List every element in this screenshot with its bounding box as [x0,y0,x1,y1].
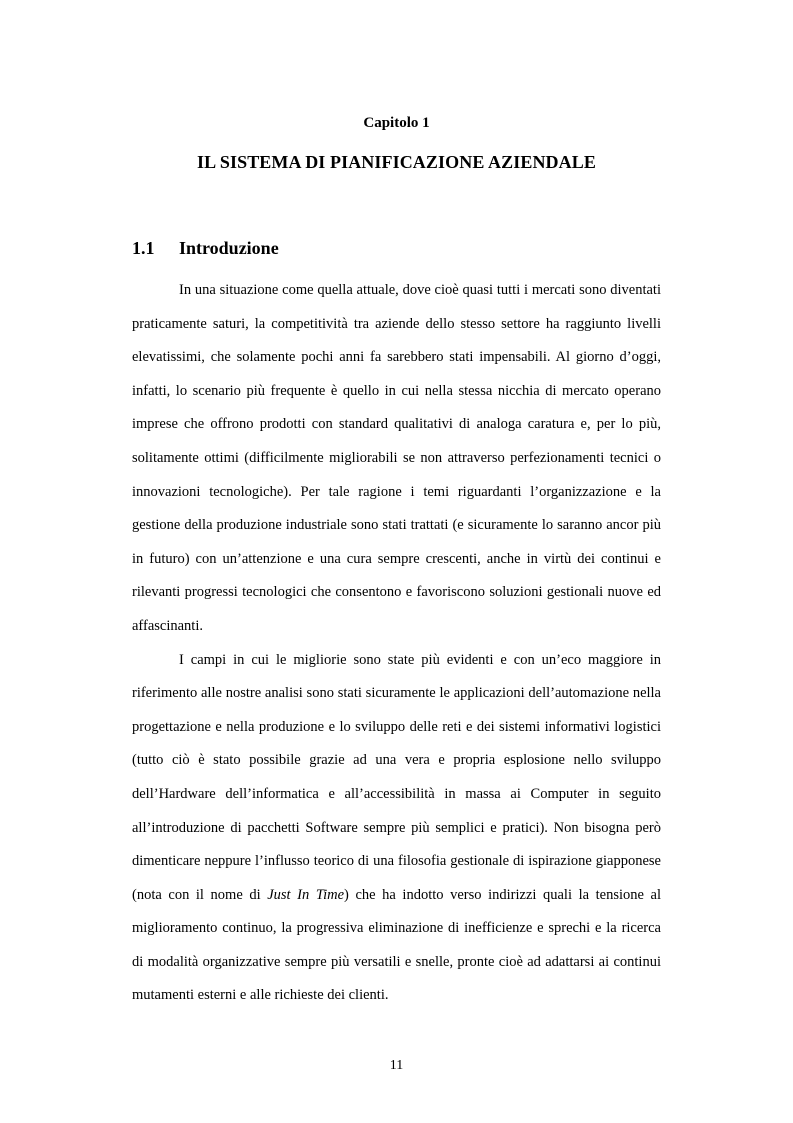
section-title: Introduzione [179,238,279,258]
page-number: 11 [389,1058,404,1073]
chapter-label: Capitolo 1 [363,115,430,131]
paragraph-2-italic-term: Just In Time [267,886,345,903]
section-number: 1.1 [132,238,155,258]
chapter-title: IL SISTEMA DI PIANIFICAZIONE AZIENDALE [197,152,596,172]
paragraph-1-text: In una situazione come quella attuale, dove cioè quasi tutti i mercati sono diventati praticamente saturi, la competitività tra aziende dello stesso settore ha raggiunto livelli elevatissimi, che solamente pochi anni fa sarebbero stati impensabili. Al giorno d’oggi, infatti, lo scenario più frequente è quello in cui nella stessa nicchia di mercato operano imprese che offrono prodotti con standard qualitativi di analoga caratura e, per lo più, solitamente ottimi (difficilmente migliorabili se non attraverso perfezionamenti tecnici o innovazioni tecnologiche). Per tale ragione i temi riguardanti l’organizzazione e la gestione della produzione industriale sono stati trattati (e sicuramente lo saranno ancor più in futuro) con un’attenzione e una cura sempre crescenti, anche in virtù dei continui e rilevanti progressi tecnologici che consentono e favoriscono soluzioni gestionali nuove ed affascinanti. [132,282,661,634]
paragraph-2 [132,644,661,1014]
body-text [132,274,661,1013]
section-heading [132,236,279,260]
paragraph-2-text-end: ) che ha indotto verso indirizzi quali la tensione al miglioramento continuo, la progressiva eliminazione di inefficienze e sprechi e la ricerca di modalità organizzative sempre più versatili e snelle, pronte cioè ad adattarsi ai continui mutamenti esterni e alle richieste dei clienti. [132,886,661,1004]
paragraph-2-text-start: I campi in cui le migliorie sono state più evidenti e con un’eco maggiore in riferimento alle nostre analisi sono stati sicuramente le applicazioni dell’automazione nella progettazione e nella produzione e lo sviluppo delle reti e dei sistemi informativi logistici (tutto ciò è stato possibile grazie ad una vera e propria esplosione nello sviluppo dell’Hardware dell’informatica e all’accessibilità in massa ai Computer in seguito all’introduzione di pacchetti Software sempre più semplici e pratici). Non bisogna però dimenticare neppure l’influsso teorico di una filosofia gestionale di ispirazione giapponese (nota con il nome di [132,651,661,903]
paragraph-1 [132,274,661,644]
